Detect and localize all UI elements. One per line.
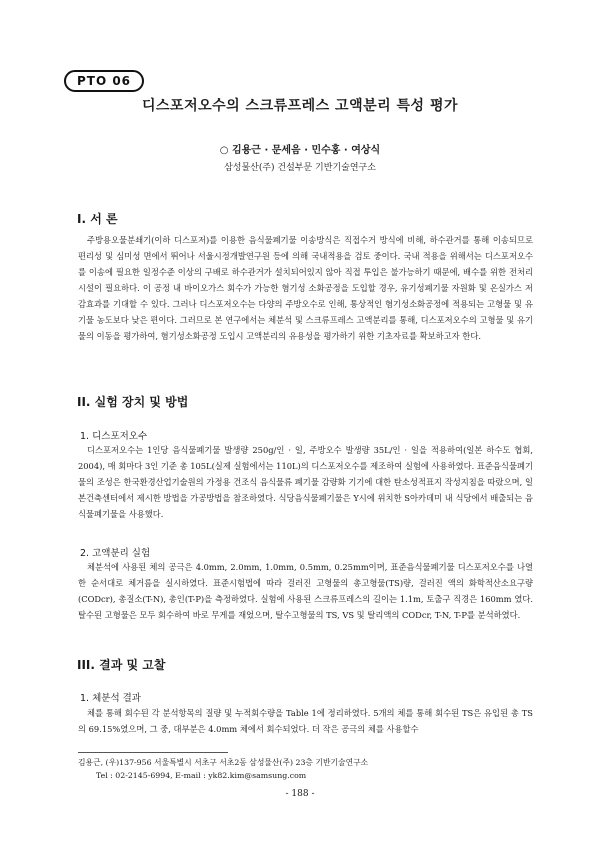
paper-title: 디스포저오수의 스크류프레스 고액분리 특성 평가: [142, 98, 458, 114]
subsection-heading-sieve-analysis: 1. 체분석 결과: [80, 693, 141, 704]
separation-experiment-paragraph: 체분석에 사용된 체의 공극은 4.0mm, 2.0mm, 1.0mm, 0.5mm, 0.25mm이며, 표준음식물폐기물 디스포저오수를 나열한 순서대로 체거름을 실시하였다. 표준시험법에 따라 걸러진 고형물의 총고형물(TS)량, 걸러진 액의 화학적산소요구량(CODcr), 총질소(T-N), 총인(T-P)을 측정하였다. 실험에 사용된 스크류프레스의 길이는 1.1m, 토출구 직경은 160mm 였다. 탈수된 고형물은 모두 회수하여 바로 무게를 재었으며, 탈수고형물의 TS, VS 및 탈리액의 CODcr, T-N, T-P를 분석하였다.: [78, 562, 533, 620]
author-list: ○ 김용근 · 문세음 · 민수홍 · 여상식: [219, 145, 381, 156]
sieve-analysis-paragraph: 체를 통해 회수된 각 분석항목의 질량 및 누적회수량을 Table 1에 정리하였다. 5개의 체를 통해 회수된 TS은 유입된 총 TS의 69.15%였으며, 그 중, 대부분은 4.0mm 체에서 회수되었다. 더 작은 공극의 체를 사용할수: [78, 708, 533, 734]
disposer-wastewater-paragraph: 디스포저오수는 1인당 음식물폐기물 발생량 250g/인 · 일, 주방오수 발생량 35L/인 · 일을 적용하여(일본 하수도 협회, 2004), 매 회마다 3인 기준 총 105L(실제 실험에서는 110L)의 디스포저오수를 제조하여 실험에 사용하였다. 표준음식물폐기물의 조성은 한국환경산업기술원의 가정용 건조식 음식물류 폐기물 감량화 기기에 대한 탄소성적표지 작성지침을 따랐으며, 일본건축센터에서 제시한 방법을 가공방법을 참조하였다. 식당음식물폐기물은 Y시에 위치한 S아카데미 내 식당에서 배출되는 음식물폐기물을 사용했다.: [78, 445, 533, 519]
affiliation: 삼성물산(주) 건설부문 기반기술연구소: [224, 163, 376, 173]
section-heading-methods: II. 실험 장치 및 방법: [77, 395, 189, 409]
section-heading-introduction: I. 서 론: [77, 212, 118, 226]
subsection-heading-separation-experiment: 2. 고액분리 실험: [80, 548, 151, 559]
section-heading-results: III. 결과 및 고찰: [77, 658, 166, 672]
subsection-heading-disposer-wastewater: 1. 디스포저오수: [80, 431, 148, 442]
introduction-paragraph: 주방용오물분쇄기(이하 디스포저)를 이용한 음식물폐기물 이송방식은 직접수거 방식에 비해, 하수관거를 통해 이송되므로 편리성 및 심미성 면에서 뛰어나 서울시정개발연구원 등에 의해 국내적용을 검토 중이다. 국내 적용을 위해서는 디스포저오수를 이송에 필요한 일정수준 이상의 구배로 하수관거가 설치되어있지 않아 직접 투입은 불가능하기 때문에, 배수를 위한 전처리시설이 필요하다. 이 공정 내 바이오가스 회수가 가능한 혐기성 소화공정을 도입할 경우, 유기성폐기물 자원화 및 온실가스 저감효과를 기대할 수 있다. 그러나 디스포저오수는 다양의 주방오수로 인해, 통상적인 혐기성소화공정에 적용되는 고형물 및 유기물 농도보다 낮은 편이다. 그러므로 본 연구에서는 체분석 및 스크류프레스 고액분리를 통해, 디스포저오수의 고형물 및 유기물의 이동을 평가하여, 혐기성소화공정 도입시 고액분리의 유용성을 평가하기 위한 기초자료를 확보하고자 한다.: [78, 235, 533, 341]
footnote-divider: [78, 752, 228, 753]
footnote-contact: Tel : 02-2145-6994, E-mail : yk82.kim@samsung.com: [96, 771, 307, 780]
session-badge: PTO 06: [64, 70, 144, 92]
page-number: - 188 -: [285, 789, 315, 799]
footnote-address: 김용근, (우)137-956 서울특별시 서초구 서초2동 삼성물산(주) 23층 기반기술연구소: [78, 758, 369, 767]
